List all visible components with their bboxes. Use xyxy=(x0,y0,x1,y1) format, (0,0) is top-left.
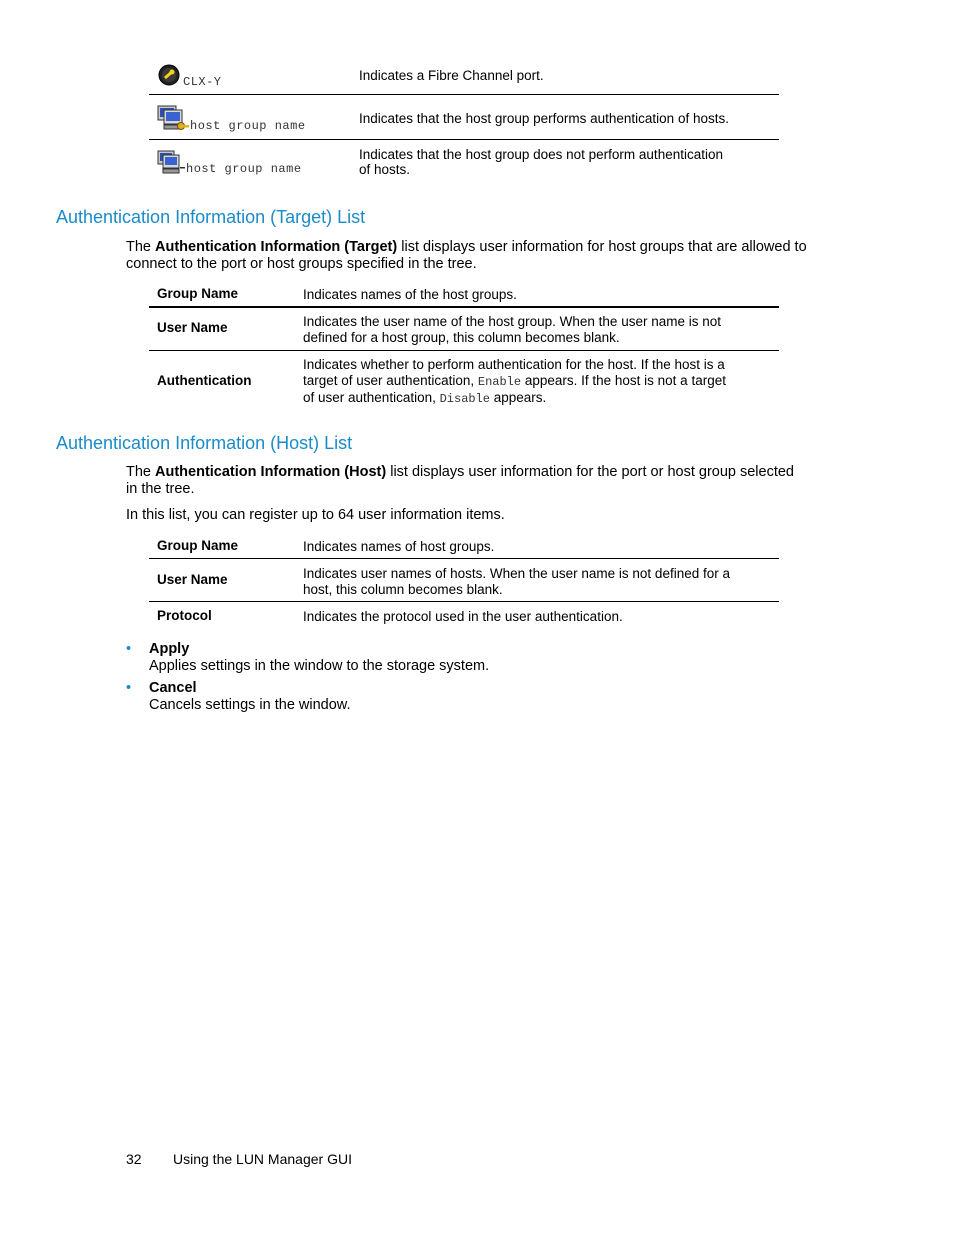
column-term: User Name xyxy=(157,572,228,587)
column-term: User Name xyxy=(157,320,228,335)
column-description xyxy=(303,314,753,345)
section-heading-host-list: Authentication Information (Host) List xyxy=(56,433,353,453)
intro-text: list displays user information for the port or host group selected xyxy=(386,464,794,480)
target-list-columns-table xyxy=(149,280,779,411)
column-description: Indicates names of host groups. xyxy=(303,539,495,554)
bullet-dot: • xyxy=(126,680,132,696)
bullet-cancel xyxy=(126,680,726,716)
bullet-apply xyxy=(126,641,726,677)
bullet-head-cancel: Cancel xyxy=(149,680,197,696)
table-row xyxy=(149,531,779,558)
section-heading-target-list: Authentication Information (Target) List xyxy=(56,207,366,227)
column-term: Group Name xyxy=(157,286,239,301)
intro-text: in the tree. xyxy=(126,481,195,497)
footer-title: Using the LUN Manager GUI xyxy=(173,1151,352,1167)
icon-row-host-group-noauth xyxy=(149,140,779,184)
bullet-text: Cancels settings in the window. xyxy=(149,697,351,713)
host-group-name-label: host group name xyxy=(186,162,302,176)
section-intro-target xyxy=(126,239,826,273)
desc-text: appears. If the host is not a target xyxy=(521,372,726,388)
intro-text: The xyxy=(126,464,156,480)
bullet-dot: • xyxy=(126,641,132,657)
enable-code: Enable xyxy=(477,374,522,389)
intro-bold: Authentication Information (Target) xyxy=(155,239,398,255)
host-group-noauth-description xyxy=(359,147,723,177)
icon-cell xyxy=(156,104,306,132)
desc-line: of hosts. xyxy=(359,162,411,177)
icon-row-port xyxy=(149,56,779,95)
table-row xyxy=(149,306,779,350)
table-row xyxy=(149,350,779,411)
intro-bold: Authentication Information (Host) xyxy=(155,464,387,480)
desc-line xyxy=(303,373,753,391)
desc-line: Indicates that the host group does not perform authentication xyxy=(359,147,723,162)
desc-line xyxy=(303,390,753,408)
table-row xyxy=(149,280,779,306)
desc-text: of user authentication, xyxy=(303,390,440,405)
host-group-noauth-icon xyxy=(156,149,186,175)
desc-line: host, this column becomes blank. xyxy=(303,581,503,597)
desc-text: appears. xyxy=(490,390,547,405)
section-para-limit: In this list, you can register up to 64 user information items. xyxy=(126,507,505,523)
table-row xyxy=(149,558,779,601)
desc-line: defined for a host group, this column becomes blank. xyxy=(303,329,620,345)
fibre-channel-port-icon xyxy=(156,63,182,87)
section-intro-host xyxy=(126,464,826,498)
host-list-columns-table xyxy=(149,531,779,630)
port-label: CLX-Y xyxy=(183,75,222,89)
host-group-name-label: host group name xyxy=(190,119,306,133)
icon-row-host-group-auth xyxy=(149,95,779,140)
column-description: Indicates names of the host groups. xyxy=(303,287,517,302)
icon-cell xyxy=(156,63,222,87)
column-description: Indicates the protocol used in the user authentication. xyxy=(303,609,623,624)
desc-line: Indicates whether to perform authentication for the host. If the host is a xyxy=(303,357,725,372)
page-number: 32 xyxy=(126,1151,142,1167)
icon-legend-table xyxy=(149,56,779,184)
intro-text: The xyxy=(126,239,156,255)
desc-text: target of user authentication, xyxy=(303,372,478,388)
bullet-text: Applies settings in the window to the storage system. xyxy=(149,658,490,674)
icon-cell xyxy=(156,149,302,175)
column-term: Authentication xyxy=(157,373,252,388)
table-row xyxy=(149,601,779,630)
desc-line: Indicates user names of hosts. When the user name is not defined for a xyxy=(303,566,730,581)
column-description xyxy=(303,566,753,597)
intro-text: list displays user information for host groups that are allowed to xyxy=(397,239,807,255)
column-description xyxy=(303,357,753,408)
disable-code: Disable xyxy=(439,392,491,406)
intro-text: connect to the port or host groups specified in the tree. xyxy=(126,256,477,272)
port-description: Indicates a Fibre Channel port. xyxy=(359,68,544,83)
desc-line: Indicates the user name of the host group. When the user name is not xyxy=(303,314,721,329)
host-group-auth-icon xyxy=(156,104,190,132)
column-term: Group Name xyxy=(157,538,239,553)
bullet-head-apply: Apply xyxy=(149,641,190,657)
column-term: Protocol xyxy=(157,608,212,623)
host-group-auth-description: Indicates that the host group performs authentication of hosts. xyxy=(359,111,729,126)
